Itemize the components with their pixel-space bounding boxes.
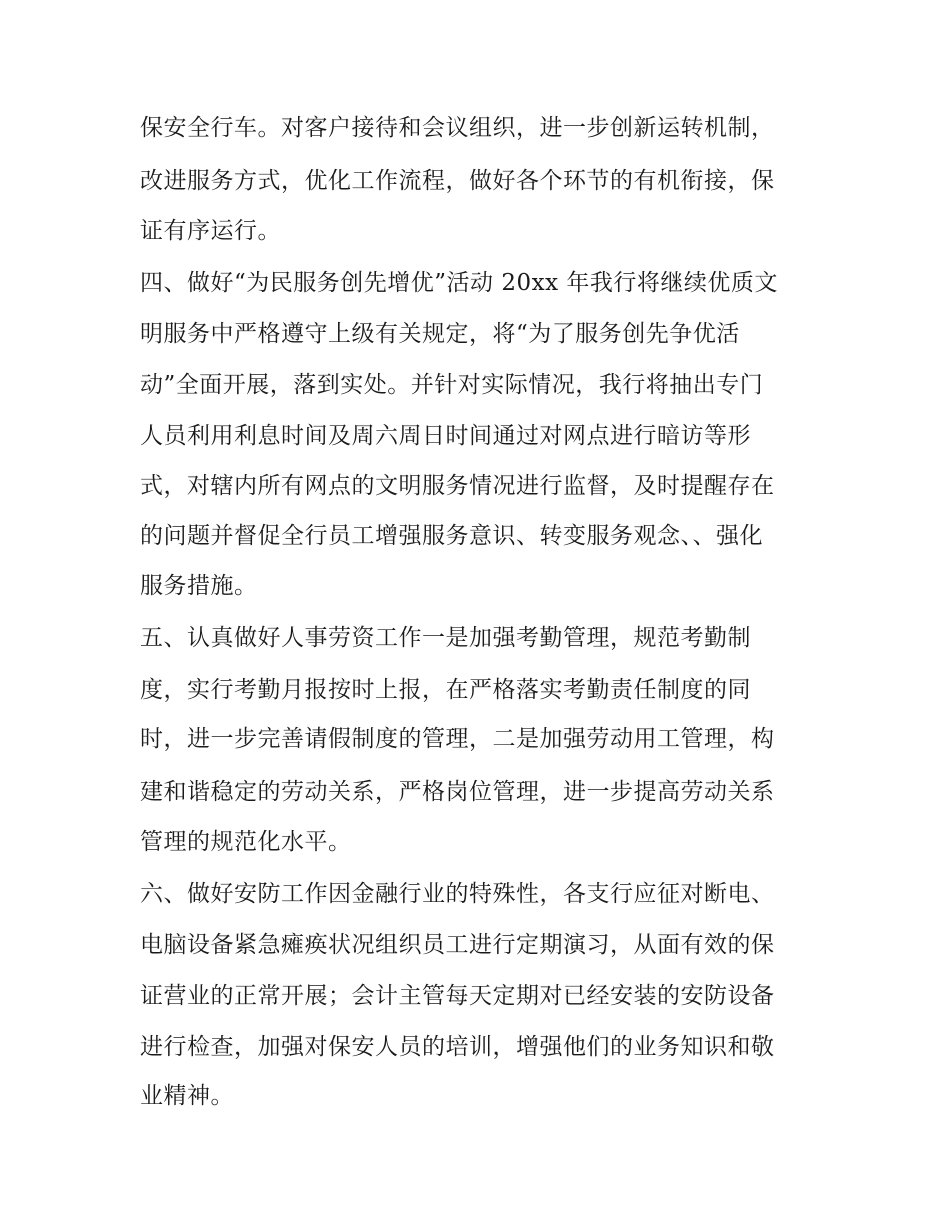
text-line: 管理的规范化水平。	[140, 829, 352, 855]
text-line: 时，进一步完善请假制度的管理，二是加强劳动用工管理，构	[140, 726, 775, 752]
text-line: 业精神。	[140, 1083, 234, 1109]
text-line: 人员利用利息时间及周六周日时间通过对网点进行暗访等形	[140, 423, 751, 449]
text-line: 动”全面开展，落到实处。并针对实际情况，我行将抽出专门	[140, 372, 764, 398]
text-line: 改进服务方式，优化工作流程，做好各个环节的有机衔接，保	[140, 168, 775, 194]
text-line: 度，实行考勤月报按时上报，在严格落实考勤责任制度的同	[140, 677, 751, 703]
text-line: 式，对辖内所有网点的文明服务情况进行监督，及时提醒存在	[140, 473, 775, 499]
text-line: 证有序运行。	[140, 218, 281, 244]
text-line: 明服务中严格遵守上级有关规定，将“为了服务创先争优活	[140, 321, 740, 347]
text-line: 服务措施。	[140, 573, 258, 599]
text-line: 保安全行车。对客户接待和会议组织，进一步创新运转机制，	[140, 115, 775, 141]
text-line: 进行检查，加强对保安人员的培训，增强他们的业务知识和敬	[140, 1034, 775, 1060]
text-line: 证营业的正常开展；会计主管每天定期对已经安装的安防设备	[140, 983, 775, 1009]
text-line: 建和谐稳定的劳动关系，严格岗位管理，进一步提高劳动关系	[140, 779, 775, 805]
text-line: 六、做好安防工作因金融行业的特殊性，各支行应征对断电、	[140, 881, 775, 907]
text-line: 五、认真做好人事劳资工作一是加强考勤管理，规范考勤制	[140, 625, 751, 651]
text-line: 的问题并督促全行员工增强服务意识、转变服务观念、、强化	[140, 523, 763, 549]
text-line: 四、做好“为民服务创先增优”活动 20xx 年我行将继续优质文	[140, 270, 778, 296]
text-line: 电脑设备紧急瘫痪状况组织员工进行定期演习，从面有效的保	[140, 932, 775, 958]
